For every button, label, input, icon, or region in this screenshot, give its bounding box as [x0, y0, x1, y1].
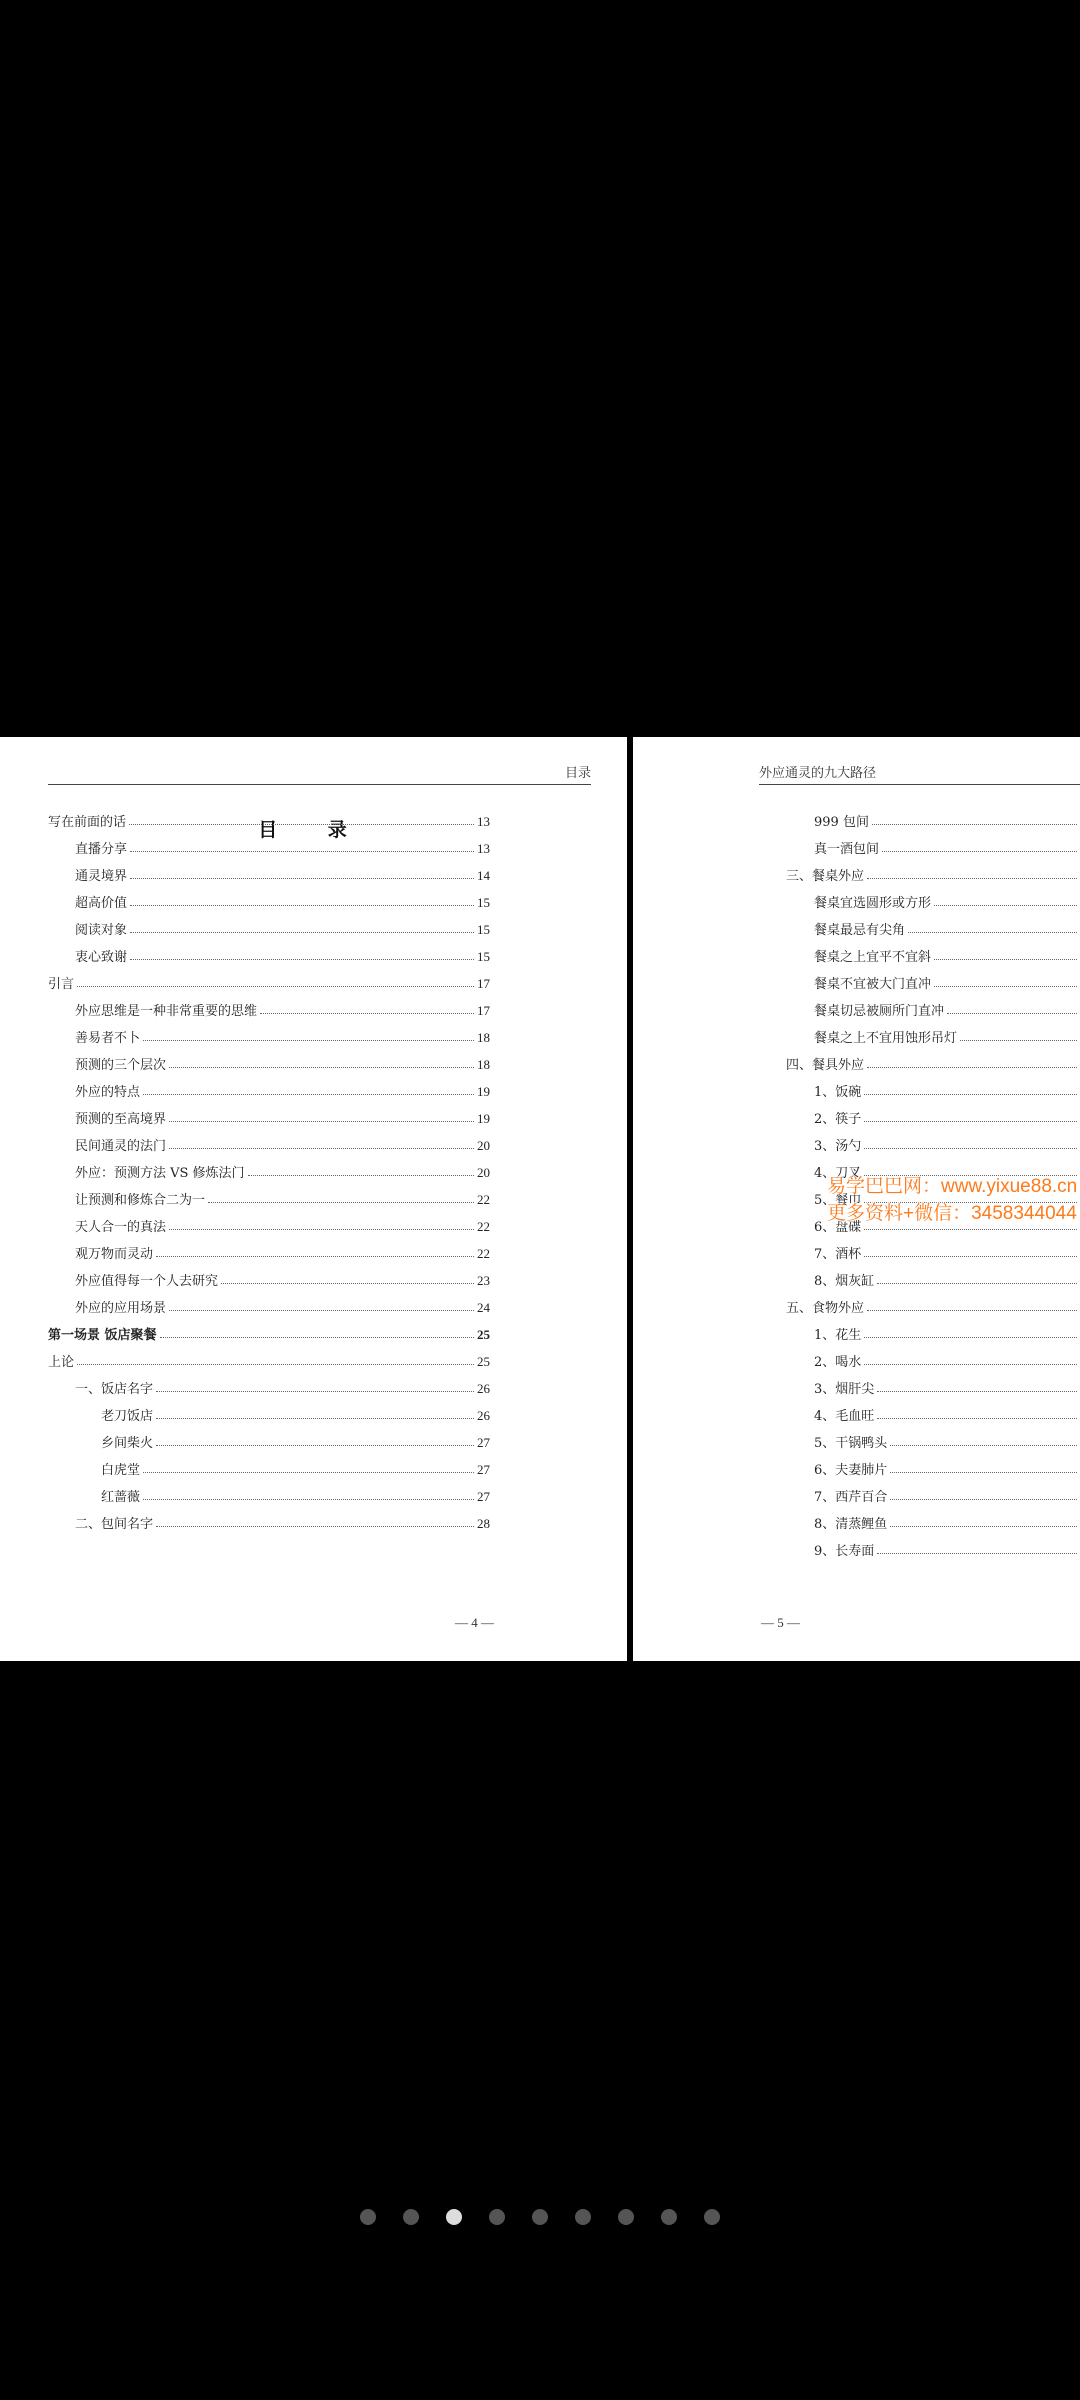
toc-entry: [814, 943, 1080, 965]
dot-leader: [864, 1121, 1077, 1122]
page-dot[interactable]: [704, 2209, 720, 2225]
toc-entry: [75, 1186, 490, 1208]
toc-entry-page: 20: [477, 1138, 490, 1153]
toc-entry: [75, 862, 490, 884]
page-dot[interactable]: [403, 2209, 419, 2225]
toc-entry-label: 5、干锅鸭头: [814, 1436, 888, 1451]
toc-entry-label: 4、刀叉: [814, 1166, 862, 1181]
toc-entry: [814, 997, 1080, 1019]
toc-entry-page: 14: [477, 868, 490, 883]
toc-entry-label: 8、清蒸鲤鱼: [814, 1517, 888, 1532]
page-dot-active[interactable]: [446, 2209, 462, 2225]
toc-entry: [75, 835, 490, 857]
dot-leader: [864, 1148, 1077, 1149]
dot-leader: [169, 1310, 474, 1311]
toc-entry-page: 19: [477, 1111, 490, 1126]
toc-entry: [48, 1348, 490, 1370]
toc-entry-label: 999 包间: [814, 815, 869, 830]
toc-entry-label: 餐桌不宜被大门直冲: [814, 977, 932, 992]
toc-entry: [814, 1078, 1080, 1100]
toc-entry-label: 三、餐桌外应: [786, 869, 865, 884]
toc-entry-label: 一、饭店名字: [75, 1382, 154, 1397]
toc-entry: [814, 1024, 1080, 1046]
toc-entry: [48, 970, 490, 992]
toc-entry-label: 预测的至高境界: [75, 1112, 167, 1127]
toc-entry-label: 餐桌最忌有尖角: [814, 923, 906, 938]
page-dot[interactable]: [575, 2209, 591, 2225]
toc-entry-page: 19: [477, 1084, 490, 1099]
dot-leader: [867, 1310, 1077, 1311]
toc-entry-page: 23: [477, 1273, 490, 1288]
toc-entry-label: 上论: [48, 1355, 75, 1370]
dot-leader: [934, 959, 1077, 960]
toc-entry: [75, 889, 490, 911]
toc-entry-page: 13: [477, 814, 490, 829]
toc-entry: [75, 1240, 490, 1262]
dot-leader: [169, 1121, 474, 1122]
toc-entry-label: 观万物而灵动: [75, 1247, 154, 1262]
toc-entry-page: 18: [477, 1030, 490, 1045]
toc-entry: [814, 1240, 1080, 1262]
toc-entry-label: 衷心致谢: [75, 950, 128, 965]
dot-leader: [867, 1067, 1077, 1068]
running-header: 目录: [564, 766, 591, 781]
dot-leader: [960, 1040, 1077, 1041]
left-page: [0, 737, 627, 1661]
dot-leader: [248, 1175, 474, 1176]
toc-entry-page: 27: [477, 1435, 490, 1450]
dot-leader: [143, 1499, 474, 1500]
toc-entry-label: 餐桌之上不宜用蚀形吊灯: [814, 1031, 958, 1046]
dot-leader: [156, 1526, 474, 1527]
dot-leader: [169, 1148, 474, 1149]
toc-entry: [814, 1456, 1080, 1478]
page-dot[interactable]: [360, 2209, 376, 2225]
toc-entry-label: 3、烟肝尖: [814, 1382, 875, 1397]
toc-entry: [814, 916, 1080, 938]
toc-entry-label: 3、汤勺: [814, 1139, 862, 1154]
toc-entry-page: 22: [477, 1246, 490, 1261]
toc-entry-label: 善易者不卜: [75, 1031, 141, 1046]
toc-entry-label: 引言: [48, 977, 75, 992]
dot-leader: [890, 1472, 1077, 1473]
toc-entry-page: 15: [477, 922, 490, 937]
dot-leader: [882, 851, 1077, 852]
dot-leader: [864, 1229, 1077, 1230]
toc-entry: [814, 1267, 1080, 1289]
toc-entry-page: 25: [477, 1327, 490, 1342]
toc-entry-page: 25: [477, 1354, 490, 1369]
page-dot[interactable]: [618, 2209, 634, 2225]
toc-entry: [814, 1105, 1080, 1127]
toc-entry: [75, 1213, 490, 1235]
toc-entry: [75, 1159, 490, 1181]
toc-entry-label: 外应的应用场景: [75, 1301, 167, 1316]
toc-entry: [75, 1294, 490, 1316]
toc-entry-label: 外应的特点: [75, 1085, 141, 1100]
page-indicator: [0, 2209, 1080, 2231]
toc-entry-label: 天人合一的真法: [75, 1220, 167, 1235]
header-rule: [48, 784, 591, 785]
toc-entry: [75, 916, 490, 938]
dot-leader: [156, 1418, 474, 1419]
toc-entry-page: 15: [477, 949, 490, 964]
toc-entry: [75, 1024, 490, 1046]
watermark: [827, 1173, 1080, 1227]
dot-leader: [890, 1526, 1077, 1527]
toc-entry: [814, 889, 1080, 911]
dot-leader: [867, 878, 1077, 879]
dot-leader: [864, 1364, 1077, 1365]
toc-entry-label: 老刀饭店: [101, 1409, 154, 1424]
toc-entry-label: 白虎堂: [101, 1463, 141, 1478]
page-number: — 4 —: [455, 1615, 494, 1630]
dot-leader: [169, 1229, 474, 1230]
page-dot[interactable]: [489, 2209, 505, 2225]
dot-leader: [877, 1283, 1077, 1284]
dot-leader: [890, 1445, 1077, 1446]
dot-leader: [877, 1418, 1077, 1419]
toc-entry: [75, 1510, 490, 1532]
dot-leader: [169, 1067, 474, 1068]
toc-entry: [786, 1051, 1080, 1073]
dot-leader: [872, 824, 1077, 825]
toc-entry-label: 写在前面的话: [48, 815, 127, 830]
toc-entry-label: 外应思维是一种非常重要的思维: [75, 1004, 258, 1019]
dot-leader: [143, 1040, 474, 1041]
dot-leader: [221, 1283, 474, 1284]
dot-leader: [143, 1094, 474, 1095]
toc-entry-page: 17: [477, 1003, 490, 1018]
toc-entry-label: 2、筷子: [814, 1112, 862, 1127]
dot-leader: [908, 932, 1077, 933]
toc-entry: [814, 970, 1080, 992]
toc-entry: [101, 1483, 490, 1505]
toc-entry: [814, 1348, 1080, 1370]
dot-leader: [77, 986, 474, 987]
dot-leader: [864, 1094, 1077, 1095]
toc-entry-label: 5、餐巾: [814, 1193, 862, 1208]
toc-entry-page: 13: [477, 841, 490, 856]
toc-entry-page: 22: [477, 1219, 490, 1234]
toc-entry-label: 1、花生: [814, 1328, 862, 1343]
toc-entry-label: 阅读对象: [75, 923, 128, 938]
toc-entry-label: 餐桌切忌被厕所门直冲: [814, 1004, 945, 1019]
toc-entry: [814, 1375, 1080, 1397]
dot-leader: [156, 1256, 474, 1257]
toc-entry: [814, 1402, 1080, 1424]
toc-entry-label: 超高价值: [75, 896, 128, 911]
toc-entry-label: 餐桌宜选圆形或方形: [814, 896, 932, 911]
dot-leader: [934, 905, 1077, 906]
toc-entry-label: 红蔷薇: [101, 1490, 141, 1505]
dot-leader: [864, 1256, 1077, 1257]
toc-entry: [814, 835, 1080, 857]
toc-entry-page: 18: [477, 1057, 490, 1072]
watermark-line: 易学巴巴网：www.yixue88.cn: [827, 1176, 1078, 1197]
toc-entry-label: 6、夫妻肺片: [814, 1463, 888, 1478]
toc-entry: [75, 943, 490, 965]
toc-entry: [75, 1078, 490, 1100]
toc-entry-page: 26: [477, 1408, 490, 1423]
dot-leader: [864, 1337, 1077, 1338]
toc-entry-page: 24: [477, 1300, 490, 1315]
toc-entry-label: 乡间柴火: [101, 1436, 154, 1451]
header-rule: [759, 784, 1080, 785]
toc-entry: [814, 1132, 1080, 1154]
toc-entry: [48, 1321, 490, 1343]
toc-entry: [101, 1456, 490, 1478]
dot-leader: [947, 1013, 1077, 1014]
toc-entry-label: 2、喝水: [814, 1355, 862, 1370]
toc-entry-label: 4、毛血旺: [814, 1409, 875, 1424]
page-number: — 5 —: [761, 1615, 800, 1630]
dot-leader: [130, 905, 474, 906]
toc-entry-label: 6、盘碟: [814, 1220, 862, 1235]
toc-entry: [101, 1402, 490, 1424]
toc-entry-label: 1、饭碗: [814, 1085, 862, 1100]
toc-entry-label: 直播分享: [75, 842, 128, 857]
toc-entry-label: 二、包间名字: [75, 1517, 154, 1532]
toc-entry: [786, 1294, 1080, 1316]
toc-entry: [786, 862, 1080, 884]
dot-leader: [77, 1364, 474, 1365]
toc-title: 目 录: [258, 819, 369, 841]
dot-leader: [156, 1445, 474, 1446]
toc-entry-page: 15: [477, 895, 490, 910]
toc-entry: [814, 808, 1080, 830]
toc-entry: [75, 997, 490, 1019]
toc-entry-label: 预测的三个层次: [75, 1058, 167, 1073]
toc-entry-label: 真一酒包间: [814, 842, 880, 857]
toc-entry-page: 28: [477, 1516, 490, 1531]
toc-entry: [75, 1375, 490, 1397]
page-dot[interactable]: [661, 2209, 677, 2225]
toc-entry: [814, 1537, 1080, 1559]
toc-entry: [814, 1483, 1080, 1505]
toc-entry-label: 7、西芹百合: [814, 1490, 888, 1505]
toc-entry: [48, 808, 490, 830]
watermark-line: 更多资料+微信：3458344044: [827, 1203, 1077, 1224]
toc-entry-page: 27: [477, 1462, 490, 1477]
toc-entry: [75, 1132, 490, 1154]
toc-entry-page: 17: [477, 976, 490, 991]
toc-entry-label: 9、长寿面: [814, 1544, 875, 1559]
toc-entry-label: 外应：预测方法 VS 修炼法门: [75, 1166, 245, 1181]
toc-entry-label: 外应值得每一个人去研究: [75, 1274, 219, 1289]
toc-entry-label: 五、食物外应: [786, 1301, 865, 1316]
toc-entry-page: 22: [477, 1192, 490, 1207]
dot-leader: [934, 986, 1077, 987]
toc-entry-label: 四、餐具外应: [786, 1058, 865, 1073]
page-dot[interactable]: [532, 2209, 548, 2225]
toc-entry-label: 7、酒杯: [814, 1247, 862, 1262]
toc-entry-label: 第一场景 饭店聚餐: [48, 1328, 157, 1343]
toc-entry-label: 让预测和修炼合二为一: [75, 1193, 206, 1208]
dot-leader: [130, 932, 474, 933]
dot-leader: [130, 959, 474, 960]
toc-entry: [814, 1429, 1080, 1451]
dot-leader: [143, 1472, 474, 1473]
dot-leader: [877, 1553, 1077, 1554]
running-header: 外应通灵的九大路径: [759, 766, 877, 781]
dot-leader: [130, 851, 474, 852]
toc-entry: [75, 1051, 490, 1073]
dot-leader: [160, 1337, 474, 1338]
dot-leader: [130, 878, 474, 879]
toc-entry: [814, 1321, 1080, 1343]
dot-leader: [208, 1202, 474, 1203]
toc-entry-label: 8、烟灰缸: [814, 1274, 875, 1289]
toc-entry: [101, 1429, 490, 1451]
toc-entry: [75, 1267, 490, 1289]
toc-entry-page: 20: [477, 1165, 490, 1180]
dot-leader: [260, 1013, 474, 1014]
dot-leader: [129, 824, 474, 825]
dot-leader: [890, 1499, 1077, 1500]
toc-entry-label: 民间通灵的法门: [75, 1139, 167, 1154]
toc-entry: [814, 1510, 1080, 1532]
toc-entry-page: 26: [477, 1381, 490, 1396]
toc-entry-page: 27: [477, 1489, 490, 1504]
dot-leader: [156, 1391, 474, 1392]
toc-entry: [75, 1105, 490, 1127]
dot-leader: [877, 1391, 1077, 1392]
toc-entry-label: 通灵境界: [75, 869, 128, 884]
toc-entry-label: 餐桌之上宜平不宜斜: [814, 950, 932, 965]
